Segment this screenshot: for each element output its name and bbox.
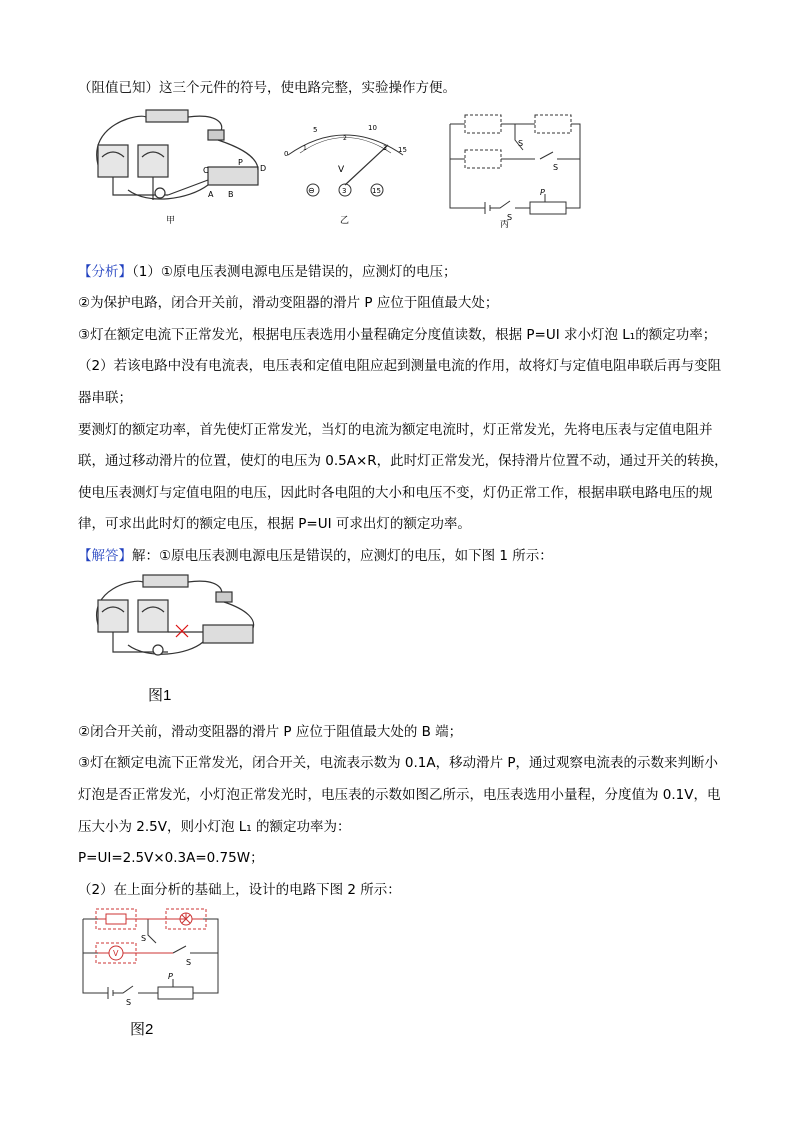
- scale-0: 0: [284, 150, 289, 158]
- analysis-line-4: （2）若该电路中没有电流表，电压表和定值电阻应起到测量电流的作用，故将灯与定值电阻串联后再与变阻: [78, 358, 722, 374]
- analysis-line-9: 律，可求出此时灯的额定电压，根据 P=UI 可求出灯的额定功率。: [78, 516, 471, 532]
- fig2-label-p: P: [168, 972, 173, 981]
- jia-label-d: D: [260, 164, 267, 173]
- fig2-voltmeter-label: V: [113, 949, 119, 958]
- terminal-15: 15: [372, 187, 381, 195]
- bing-label-p: P: [540, 188, 545, 197]
- meter-unit: V: [338, 165, 345, 175]
- answer-line-6: P=UI=2.5V×0.3A=0.75W；: [78, 850, 264, 866]
- analysis-line-7: 联，通过移动滑片的位置，使灯的电压为 0.5A×R，此时灯正常发光，保持滑片位置不动，通过开关的转换，: [78, 453, 728, 469]
- fig2-label-s: S: [126, 998, 132, 1007]
- figure-yi-voltmeter: [278, 110, 413, 228]
- jia-label-b: B: [228, 190, 234, 199]
- analysis-line-8: 使电压表测灯与定值电阻的电压，因此时各电阻的大小和电压不变，灯仍正常工作，根据串联电路电压的规: [78, 485, 713, 501]
- fig2-label-s2: S: [186, 958, 192, 967]
- answer-line-3: ③灯在额定电流下正常发光，闭合开关，电流表示数为 0.1A，移动滑片 P，通过观察电流表的示数来判断小: [78, 755, 719, 771]
- bing-caption: 丙: [500, 220, 510, 228]
- bing-label-s: S: [507, 213, 513, 222]
- scale-15: 15: [398, 146, 407, 154]
- figure-1-corrected-circuit: [78, 570, 263, 665]
- answer-line-1: 【解答】解：①原电压表测电源电压是错误的，应测灯的电压，如下图 1 所示：: [78, 548, 553, 564]
- analysis-line-5: 器串联；: [78, 390, 132, 406]
- figure-2-designed-circuit: [78, 905, 228, 1010]
- analysis-line-2: ②为保护电路，闭合开关前，滑动变阻器的滑片 P 应位于阻值最大处；: [78, 295, 499, 311]
- answer-line-2: ②闭合开关前，滑动变阻器的滑片 P 应位于阻值最大处的 B 端；: [78, 724, 463, 740]
- scale-10: 10: [368, 124, 377, 132]
- figure-jia: [78, 105, 268, 230]
- fig2-label-s1: S: [141, 934, 147, 943]
- answer-line-4: 灯泡是否正常发光，小灯泡正常发光时，电压表的示数如图乙所示，电压表选用小量程，分度值为 0.1V，电: [78, 787, 721, 803]
- jia-caption: 甲: [166, 216, 176, 226]
- analysis-tag: 【分析】: [78, 264, 132, 280]
- answer-tag: 【解答】: [78, 548, 132, 564]
- terminal-3: 3: [342, 187, 347, 195]
- intro-text: （阻值已知）这三个元件的符号，使电路完整，实验操作方便。: [78, 80, 456, 96]
- figure-bing-circuit: [445, 110, 585, 228]
- bing-label-s1: S: [518, 139, 524, 148]
- scale-2: 2: [343, 135, 347, 142]
- figure-2-caption: 图2: [130, 1021, 154, 1038]
- analysis-line-6: 要测灯的额定功率，首先使灯正常发光，当灯的电流为额定电流时，灯正常发光，先将电压表与定值电阻并: [78, 422, 713, 438]
- analysis-line-1: 【分析】（1）①原电压表测电源电压是错误的，应测灯的电压；: [78, 264, 457, 280]
- jia-label-a: A: [208, 190, 214, 199]
- answer-line-5: 压大小为 2.5V，则小灯泡 L₁ 的额定功率为：: [78, 819, 351, 835]
- bing-label-s2: S: [553, 163, 559, 172]
- jia-label-c: C: [203, 166, 209, 175]
- terminal-neg: ⊖: [308, 186, 315, 195]
- analysis-line-3: ③灯在额定电流下正常发光，根据电压表选用小量程确定分度值读数，根据 P=UI 求小灯泡 L₁的额定功率；: [78, 327, 717, 343]
- jia-label-p: P: [238, 158, 243, 167]
- scale-5: 5: [313, 126, 318, 134]
- figure-1-caption: 图1: [148, 687, 172, 704]
- scale-3: 3: [383, 145, 387, 152]
- answer-line-7: （2）在上面分析的基础上，设计的电路下图 2 所示：: [78, 882, 401, 898]
- yi-caption: 乙: [340, 216, 350, 226]
- scale-1: 1: [303, 145, 307, 152]
